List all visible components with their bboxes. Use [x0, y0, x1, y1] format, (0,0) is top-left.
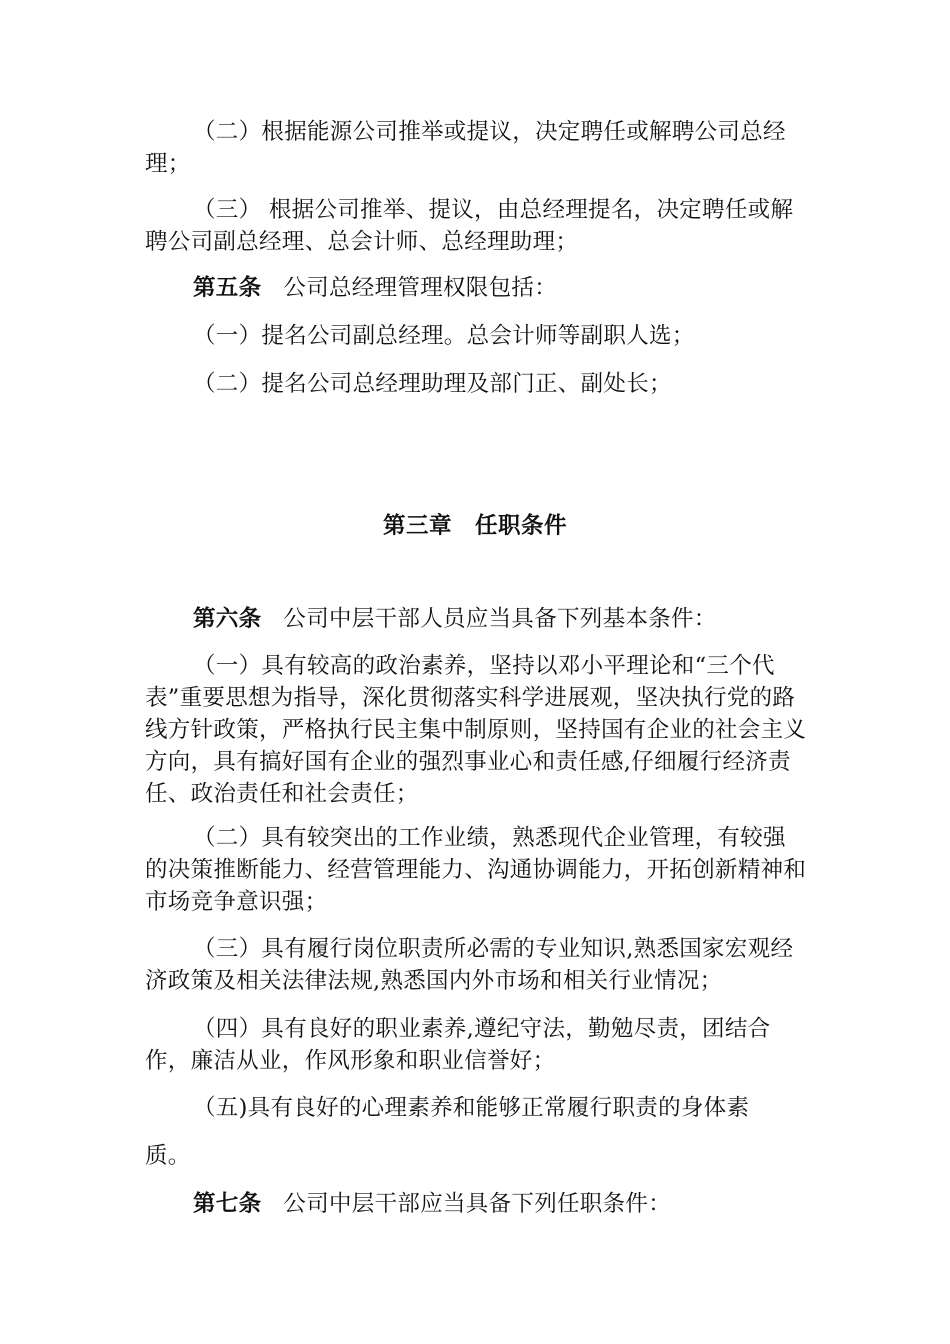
- article-7: [145, 1188, 807, 1220]
- article-6-text: 公司中层干部人员应当具备下列基本条件：: [283, 606, 717, 632]
- paragraph-6-4: （四）具有良好的职业素养,遵纪守法，勤勉尽责，团结合作，廉洁从业，作风形象和职业信誉好；: [145, 1016, 771, 1074]
- paragraph-6-5-line1: （五)具有良好的心理素养和能够正常履行职责的身体素: [193, 1095, 750, 1121]
- paragraph-6-1: （一）具有较高的政治素养，坚持以邓小平理论和“三个代表”重要思想为指导，深化贯彻落实科学进展观，坚决执行党的路线方针政策，严格执行民主集中制原则，坚持国有企业的社会主义方向，具有搞好国有企业的强烈事业心和责任感,仔细履行经济责任、政治责任和社会责任；: [145, 653, 807, 807]
- article-5-text: 公司总经理管理权限包括：: [283, 275, 558, 301]
- paragraph-5-2: （二）提名公司总经理助理及部门正、副处长；: [193, 371, 672, 397]
- article-6-title: 第六条: [193, 606, 262, 632]
- paragraph-2-2: （二）根据能源公司推举或提议，决定聘任或解聘公司总经理；: [145, 119, 786, 177]
- article-5: [145, 272, 807, 304]
- paragraph-5-1: （一）提名公司副总经理。总会计师等副职人选；: [193, 323, 695, 349]
- article-5-title: 第五条: [193, 275, 262, 301]
- paragraph-6-3: （三）具有履行岗位职责所必需的专业知识,熟悉国家宏观经济政策及相关法律法规,熟悉国内外市场和相关行业情况；: [145, 936, 794, 994]
- article-7-title: 第七条: [193, 1191, 262, 1217]
- paragraph-2-3: （三） 根据公司推举、提议，由总经理提名，决定聘任或解聘公司副总经理、总会计师、总经理助理；: [145, 197, 794, 255]
- chapter-heading: 第三章 任职条件: [382, 513, 567, 539]
- article-7-text: 公司中层干部应当具备下列任职条件：: [283, 1191, 672, 1217]
- article-6: [145, 603, 807, 635]
- paragraph-6-5-line2: 质。: [145, 1143, 191, 1169]
- paragraph-6-2: （二）具有较突出的工作业绩，熟悉现代企业管理，有较强的决策推断能力、经营管理能力、沟通协调能力，开拓创新精神和市场竞争意识强；: [145, 825, 807, 915]
